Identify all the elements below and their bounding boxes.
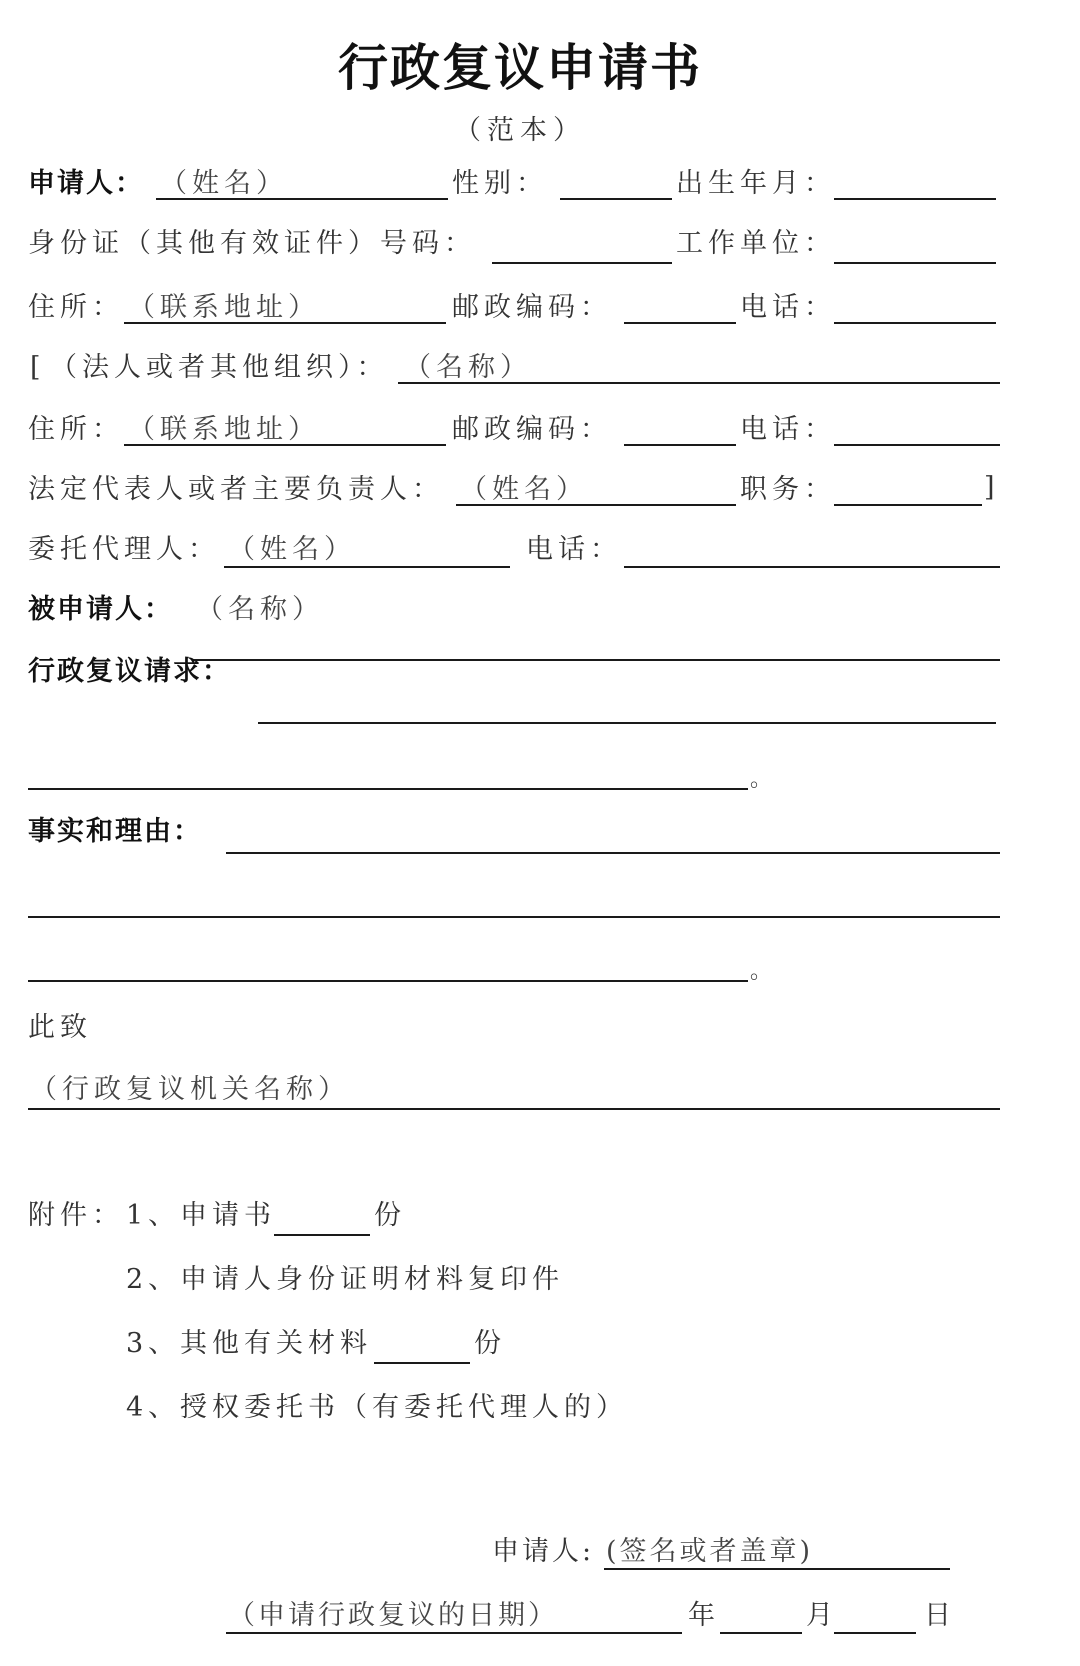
org-address-label: 住所： [28, 414, 124, 445]
org-postcode-field[interactable] [624, 444, 736, 446]
organization-label: （法人或者其他组织）： [50, 352, 389, 383]
month-label: 月 [806, 1600, 838, 1631]
attachment-3-num: 3、 [126, 1328, 181, 1359]
gender-label: 性别： [452, 168, 548, 199]
attachment-4-text: 授权委托书（有委托代理人的） [180, 1392, 628, 1423]
facts-field-line-3[interactable] [28, 980, 748, 982]
rep-label: 法定代表人或者主要负责人： [28, 474, 444, 505]
attachment-1-text: 申请书 [180, 1200, 276, 1231]
signature-label: 申请人: [492, 1536, 595, 1567]
signature-placeholder: (签名或者盖章) [606, 1536, 814, 1567]
facts-field-line-1[interactable] [226, 852, 1000, 854]
date-year-field[interactable] [226, 1632, 682, 1634]
date-month-field[interactable] [720, 1632, 802, 1634]
id-field[interactable] [492, 262, 672, 264]
position-label: 职务： [740, 474, 836, 505]
organization-name-field[interactable] [398, 382, 1000, 384]
respondent-label: 被申请人： [28, 594, 173, 625]
birth-field[interactable] [834, 198, 996, 200]
request-field-line-1[interactable] [258, 722, 996, 724]
attachment-1-count-field[interactable] [274, 1234, 370, 1236]
attachment-1-num: 1、 [126, 1200, 181, 1231]
org-phone-label: 电话： [740, 414, 836, 445]
applicant-name-placeholder: （姓名） [160, 168, 288, 199]
applicant-name-field[interactable] [156, 198, 448, 200]
postcode-label: 邮政编码： [452, 292, 612, 323]
facts-end-mark: 。 [750, 959, 773, 984]
id-label: 身份证（其他有效证件）号码： [28, 228, 476, 259]
rep-placeholder: （姓名） [460, 474, 588, 505]
signature-field[interactable] [604, 1568, 950, 1570]
attachment-3-text: 其他有关材料 [180, 1328, 372, 1359]
authority-field[interactable] [28, 1108, 1000, 1110]
salutation: 此致 [28, 1012, 92, 1043]
agent-phone-label: 电话： [526, 534, 622, 565]
org-address-field[interactable] [124, 444, 446, 446]
attachments-label: 附件： [28, 1200, 124, 1231]
agent-phone-field[interactable] [624, 566, 1000, 568]
organization-name-placeholder: （名称） [404, 352, 532, 383]
request-label: 行政复议请求： [28, 656, 231, 687]
authority-placeholder: （行政复议机关名称） [30, 1074, 350, 1105]
document-title: 行政复议申请书 [338, 39, 702, 97]
employer-field[interactable] [834, 262, 996, 264]
org-postcode-label: 邮政编码： [452, 414, 612, 445]
date-placeholder: （申请行政复议的日期） [228, 1600, 558, 1631]
postcode-field[interactable] [624, 322, 736, 324]
request-field-line-2[interactable] [28, 788, 748, 790]
close-bracket: ] [984, 472, 1000, 503]
document-subtitle: （范本） [454, 115, 586, 146]
org-address-placeholder: （联系地址） [128, 414, 320, 445]
address-field[interactable] [124, 322, 446, 324]
attachment-2-text: 申请人身份证明材料复印件 [180, 1264, 564, 1295]
address-label: 住所： [28, 292, 124, 323]
year-label: 年 [688, 1600, 720, 1631]
day-label: 日 [924, 1600, 956, 1631]
phone-label: 电话： [740, 292, 836, 323]
open-bracket: [ [30, 352, 46, 383]
respondent-name-field[interactable] [192, 659, 1000, 661]
attachment-3-count-field[interactable] [374, 1362, 470, 1364]
employer-label: 工作单位： [676, 228, 836, 259]
attachment-1-suffix: 份 [374, 1200, 406, 1231]
birth-label: 出生年月： [676, 168, 836, 199]
agent-name-field[interactable] [224, 566, 510, 568]
gender-field[interactable] [560, 198, 672, 200]
position-field[interactable] [834, 504, 982, 506]
facts-label: 事实和理由： [28, 816, 202, 847]
request-end-mark: 。 [750, 767, 773, 792]
phone-field[interactable] [834, 322, 996, 324]
rep-field[interactable] [456, 504, 736, 506]
address-placeholder: （联系地址） [128, 292, 320, 323]
attachment-2-num: 2、 [126, 1264, 181, 1295]
attachment-4-num: 4、 [126, 1392, 181, 1423]
date-day-field[interactable] [834, 1632, 916, 1634]
facts-field-line-2[interactable] [28, 916, 1000, 918]
agent-name-placeholder: （姓名） [228, 534, 356, 565]
applicant-label: 申请人： [28, 168, 144, 199]
org-phone-field[interactable] [834, 444, 1000, 446]
respondent-name-placeholder: （名称） [196, 594, 324, 625]
attachment-3-suffix: 份 [474, 1328, 506, 1359]
agent-label: 委托代理人： [28, 534, 220, 565]
